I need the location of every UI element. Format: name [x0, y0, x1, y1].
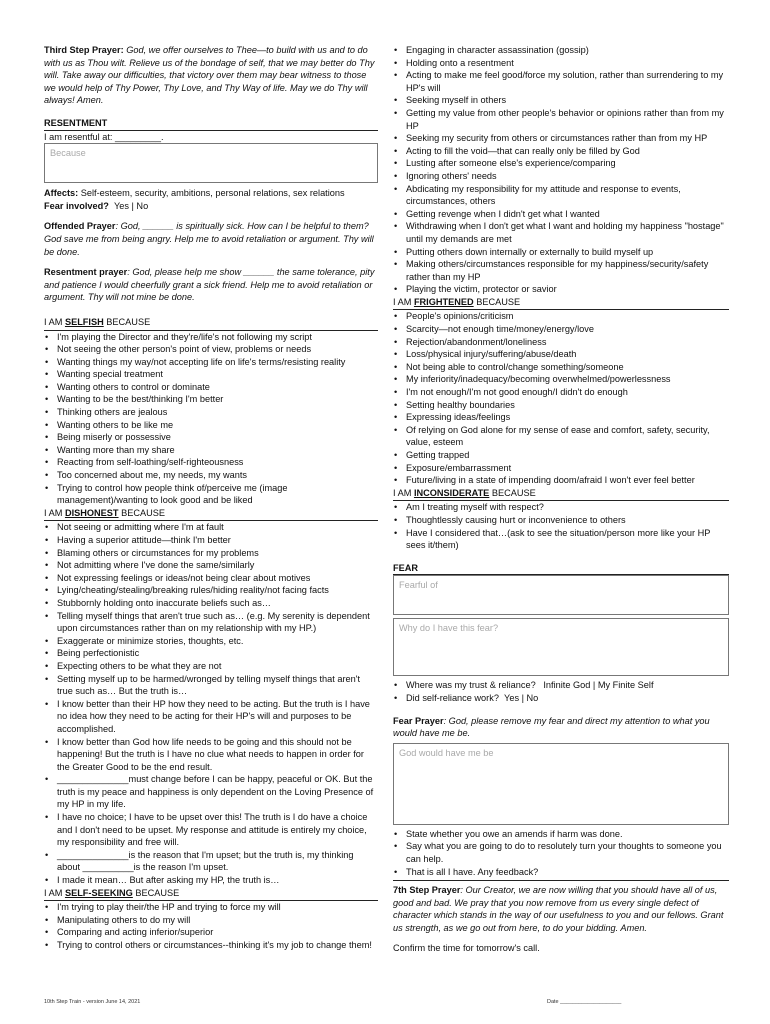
god-would-have-me-be-field[interactable]: God would have me be [393, 743, 729, 825]
list-item: • Thoughtlessly causing hurt or inconvenience to others [393, 514, 729, 527]
list-item: • Too concerned about me, my needs, my wants [44, 469, 378, 482]
trust-question: • Where was my trust & reliance? Infinite God | My Finite Self [393, 679, 729, 692]
list-item: • I'm playing the Director and they're/life's not following my script [44, 331, 378, 344]
list-item: • Reacting from self-loathing/self-righteousness [44, 456, 378, 469]
list-item: • Rejection/abandonment/loneliness [393, 336, 729, 349]
trust-options[interactable]: Infinite God | My Finite Self [543, 680, 654, 691]
list-item: • Engaging in character assassination (gossip) [393, 44, 729, 57]
seventh-step-prayer: 7th Step Prayer: Our Creator, we are now willing that you should have all of us, good and bad. We pray that you now remove from us every single defect of character which stands in the way of our usefulness to you and our fellows. Grant us strength, as we go out from here, to do your bidding. Amen. [393, 880, 729, 934]
fearful-of-field[interactable]: Fearful of [393, 575, 729, 615]
list-item: • Getting revenge when I didn't get what I wanted [393, 208, 729, 221]
trust-questions [393, 679, 729, 704]
list-item: • Trying to control others or circumstances--thinking it's my job to change them! [44, 939, 378, 952]
list-item: • Setting myself up to be harmed/wronged by telling myself things that aren't true such as… But the truth is… [44, 673, 378, 698]
list-item: • Setting healthy boundaries [393, 399, 729, 412]
list-item: • I know better than God how life needs to be going and this should not be happening! But the truth is I have no clue what needs to happen in order for the Greater Good to be the end result. [44, 736, 378, 774]
inconsiderate-heading: I AM INCONSIDERATE BECAUSE [393, 487, 729, 502]
list-item: • Wanting special treatment [44, 368, 378, 381]
list-item: • Expressing ideas/feelings [393, 411, 729, 424]
list-item: • Getting trapped [393, 449, 729, 462]
resentment-heading: RESENTMENT [44, 117, 378, 131]
list-item: • Say what you are going to do to resolutely turn your thoughts to someone you can help. [393, 840, 729, 865]
list-item: • Not seeing or admitting where I'm at fault [44, 521, 378, 534]
list-item: • Am I treating myself with respect? [393, 501, 729, 514]
list-item: • Seeking myself in others [393, 94, 729, 107]
list-item: • Making others/circumstances responsible for my happiness/security/safety rather than my HP [393, 258, 729, 283]
list-item: • ______________must change before I can be happy, peaceful or OK. But the truth is my peace and happiness is only dependent on the Loving Presence of my HP in my life. [44, 773, 378, 811]
list-item: • People's opinions/criticism [393, 310, 729, 323]
list-item: • Playing the victim, protector or savior [393, 283, 729, 296]
list-item: • ______________is the reason that I'm upset; but the truth is, my thinking about __________is the reason I'm upset. [44, 849, 378, 874]
footer-date: Date ____________________ [547, 999, 622, 1005]
resentment-prayer: Resentment prayer: God, please help me show ______ the same tolerance, pity and patience I would cheerfully grant a sick friend. Help me to avoid retaliation or argument. Thy will not mine be done. [44, 267, 375, 303]
affects-line: Affects: Self-esteem, security, ambitions, personal relations, sex relations [44, 188, 345, 199]
list-item: • Trying to control how people think of/perceive me (image management)/wanting to look good and be liked [44, 482, 378, 507]
list-item: • Being miserly or possessive [44, 431, 378, 444]
dishonest-heading: I AM DISHONEST BECAUSE [44, 507, 378, 522]
self-seeking-list [44, 901, 378, 951]
list-item: • Wanting things my way/not accepting life on life's terms/resisting reality [44, 356, 378, 369]
list-item: • Future/living in a state of impending doom/afraid I won't ever feel better [393, 474, 729, 487]
self-seeking-continued-list [393, 44, 729, 296]
because-field[interactable]: Because [44, 143, 378, 183]
list-item: • Wanting others to be like me [44, 419, 378, 432]
list-item: • Wanting more than my share [44, 444, 378, 457]
fear-prayer: Fear Prayer: God, please remove my fear and direct my attention to what you would have me be. [393, 715, 710, 739]
list-item: • Not admitting where I've done the same/similarly [44, 559, 378, 572]
inconsiderate-list [393, 501, 729, 551]
list-item: • Exposure/embarrassment [393, 462, 729, 475]
list-item: • Have I considered that…(ask to see the situation/person more like your HP sees it/them) [393, 527, 729, 552]
list-item: • Withdrawing when I don't get what I want and holding my happiness "hostage" until my demands are met [393, 220, 729, 245]
list-item: • That is all I have. Any feedback? [393, 866, 729, 879]
list-item: • I have no choice; I have to be upset over this! The truth is I do have a choice and I don't need to be upset. My response and attitude is entirely my choice, my responsibility and free will. [44, 811, 378, 849]
offended-prayer: Offended Prayer: God, ______ is spiritually sick. How can I be helpful to them? God save me from being angry. Help me to avoid retaliation or argument. Thy will be done. [44, 221, 374, 257]
list-item: • Holding onto a resentment [393, 57, 729, 70]
selfish-heading: I AM SELFISH BECAUSE [44, 316, 378, 331]
list-item: • Having a superior attitude—think I'm better [44, 534, 378, 547]
reliance-options[interactable]: Yes | No [504, 692, 539, 703]
frightened-list [393, 310, 729, 486]
list-item: • Comparing and acting inferior/superior [44, 926, 378, 939]
third-step-prayer: Third Step Prayer: God, we offer ourselves to Thee—to build with us and to do with us as Thou wilt. Relieve us of the bondage of self, that we may better do Thy will. Take away our difficulties, that victory over them may bear witness to those we would help of Thy Power, Thy Love, and Thy Way of life. May we do Thy will always! Amen. [44, 45, 375, 106]
list-item: • I'm not enough/I'm not good enough/I didn't do enough [393, 386, 729, 399]
list-item: • Exaggerate or minimize stories, thoughts, etc. [44, 635, 378, 648]
list-item: • Wanting others to control or dominate [44, 381, 378, 394]
list-item: • Expecting others to be what they are not [44, 660, 378, 673]
list-item: • I know better than their HP how they need to be acting. But the truth is I have no idea how they need to be acting for their HP's will and purposes to be accomplished. [44, 698, 378, 736]
list-item: • Telling myself things that aren't true such as… (e.g. My serenity is dependent upon circumstances rather than on my relationship with my HP.) [44, 610, 378, 635]
list-item: • Lying/cheating/stealing/breaking rules/hiding reality/not facing facts [44, 584, 378, 597]
list-item: • Not expressing feelings or ideas/not being clear about motives [44, 572, 378, 585]
list-item: • Seeking my security from others or circumstances rather than from my HP [393, 132, 729, 145]
list-item: • Being perfectionistic [44, 647, 378, 660]
list-item: • Abdicating my responsibility for my attitude and response to events, circumstances, others [393, 183, 729, 208]
list-item: • Ignoring others' needs [393, 170, 729, 183]
list-item: • I made it mean… But after asking my HP, the truth is… [44, 874, 378, 887]
reliance-question: • Did self-reliance work? Yes | No [393, 692, 729, 705]
list-item: • Putting others down internally or externally to build myself up [393, 246, 729, 259]
list-item: • Not being able to control/change something/someone [393, 361, 729, 374]
list-item: • Scarcity—not enough time/money/energy/love [393, 323, 729, 336]
list-item: • Lusting after someone else's experience/comparing [393, 157, 729, 170]
list-item: • State whether you owe an amends if harm was done. [393, 828, 729, 841]
list-item: • Wanting to be the best/thinking I'm better [44, 393, 378, 406]
self-seeking-heading: I AM SELF-SEEKING BECAUSE [44, 887, 378, 902]
list-item: • Acting to make me feel good/force my solution, rather than surrendering to my HP's will [393, 69, 729, 94]
list-item: • Thinking others are jealous [44, 406, 378, 419]
right-column [393, 44, 729, 955]
fear-involved-options[interactable]: Yes | No [113, 200, 149, 211]
resentful-at: I am resentful at: _________. [44, 131, 164, 142]
why-fear-field[interactable]: Why do I have this fear? [393, 618, 729, 676]
selfish-list [44, 331, 378, 507]
dishonest-list [44, 521, 378, 886]
fear-involved-line: Fear involved? Yes | No [44, 200, 149, 211]
list-item: • Loss/physical injury/suffering/abuse/death [393, 348, 729, 361]
list-item: • Stubbornly holding onto inaccurate beliefs such as… [44, 597, 378, 610]
list-item: • Getting my value from other people's behavior or opinions rather than from my HP [393, 107, 729, 132]
fear-heading: FEAR [393, 562, 729, 576]
list-item: • My inferiority/inadequacy/becoming overwhelmed/powerlessness [393, 373, 729, 386]
list-item: • Of relying on God alone for my sense of ease and comfort, safety, security, value, esteem [393, 424, 729, 449]
footer-version: 10th Step Train - version June 14, 2021 [44, 999, 141, 1005]
confirm-call: Confirm the time for tomorrow's call. [393, 943, 540, 954]
list-item: • Manipulating others to do my will [44, 914, 378, 927]
frightened-heading: I AM FRIGHTENED BECAUSE [393, 296, 729, 311]
list-item: • Blaming others or circumstances for my problems [44, 547, 378, 560]
left-column [44, 44, 378, 952]
list-item: • Not seeing the other person's point of view, problems or needs [44, 343, 378, 356]
list-item: • I'm trying to play their/the HP and trying to force my will [44, 901, 378, 914]
list-item: • Acting to fill the void—that can really only be filled by God [393, 145, 729, 158]
closing-list [393, 828, 729, 878]
